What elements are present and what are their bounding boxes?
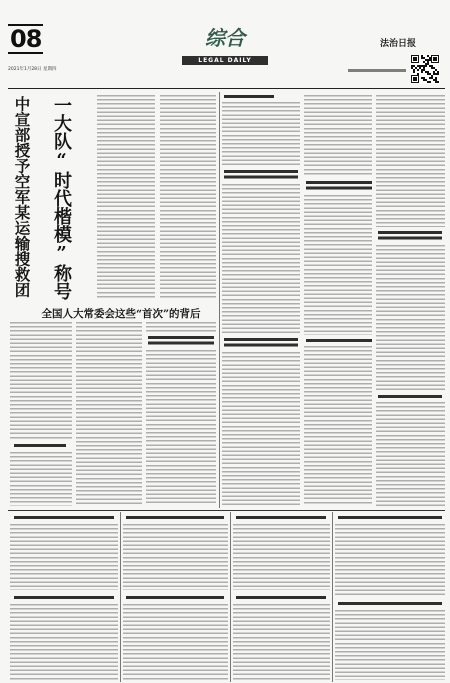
section-title-en: LEGAL DAILY [182, 56, 268, 65]
page-number: 08 [10, 25, 42, 53]
brief-body-text [10, 524, 118, 590]
article-body-text [97, 95, 155, 298]
article-subheading [14, 444, 66, 447]
second-article-headline: 全国人大常委会这些“首次”的背后 [41, 308, 201, 320]
article-subheading [224, 338, 298, 347]
lead-headline-line1: 中宣部授予空军某运输搜救团 [12, 96, 32, 298]
bottom-section-rule [8, 510, 445, 511]
column-divider [120, 512, 121, 682]
article-subheading [306, 339, 372, 342]
brief-headline [126, 596, 224, 599]
header-rule [8, 88, 445, 89]
editor-credits [348, 69, 406, 72]
brief-body-text [335, 610, 445, 680]
article-subheading [224, 95, 274, 98]
qr-code-icon [410, 54, 440, 84]
article-body-text [304, 195, 372, 335]
column-divider [230, 512, 231, 682]
brief-headline [236, 596, 326, 599]
brief-body-text [10, 604, 118, 680]
article-body-text [160, 95, 216, 298]
article-body-text [222, 102, 300, 166]
brief-headline [236, 516, 326, 519]
brief-body-text [335, 524, 445, 596]
article-body-text [146, 350, 216, 506]
article-body-text [376, 245, 445, 391]
issue-date: 2021年1月28日 星期四 [8, 67, 57, 72]
article-body-text [304, 346, 372, 506]
article-body-text [146, 322, 216, 332]
article-body-text [222, 352, 300, 506]
brief-body-text [233, 604, 330, 680]
lead-headline-line2: 一大队“时代楷模”称号 [51, 96, 72, 300]
newspaper-masthead: 法治日报 [380, 39, 417, 49]
article-subheading [378, 231, 442, 240]
article-subheading [224, 170, 298, 179]
brief-headline [338, 516, 442, 519]
article-subheading [378, 395, 442, 398]
article-subheading [306, 181, 372, 190]
article-body-text [222, 184, 300, 334]
section-title: 综合 [205, 26, 245, 50]
column-divider [332, 512, 333, 682]
article-body-text [304, 95, 372, 177]
brief-headline [14, 516, 114, 519]
article-body-text [376, 95, 445, 227]
article-body-text [10, 452, 72, 506]
brief-body-text [233, 524, 330, 590]
brief-headline [126, 516, 224, 519]
brief-body-text [123, 604, 228, 680]
article-body-text [10, 322, 72, 440]
article-subheading [148, 336, 214, 345]
brief-headline [14, 596, 114, 599]
article-body-text [376, 402, 445, 506]
column-divider [219, 92, 220, 508]
brief-body-text [123, 524, 228, 590]
article-body-text [76, 322, 142, 506]
brief-headline [338, 602, 442, 605]
